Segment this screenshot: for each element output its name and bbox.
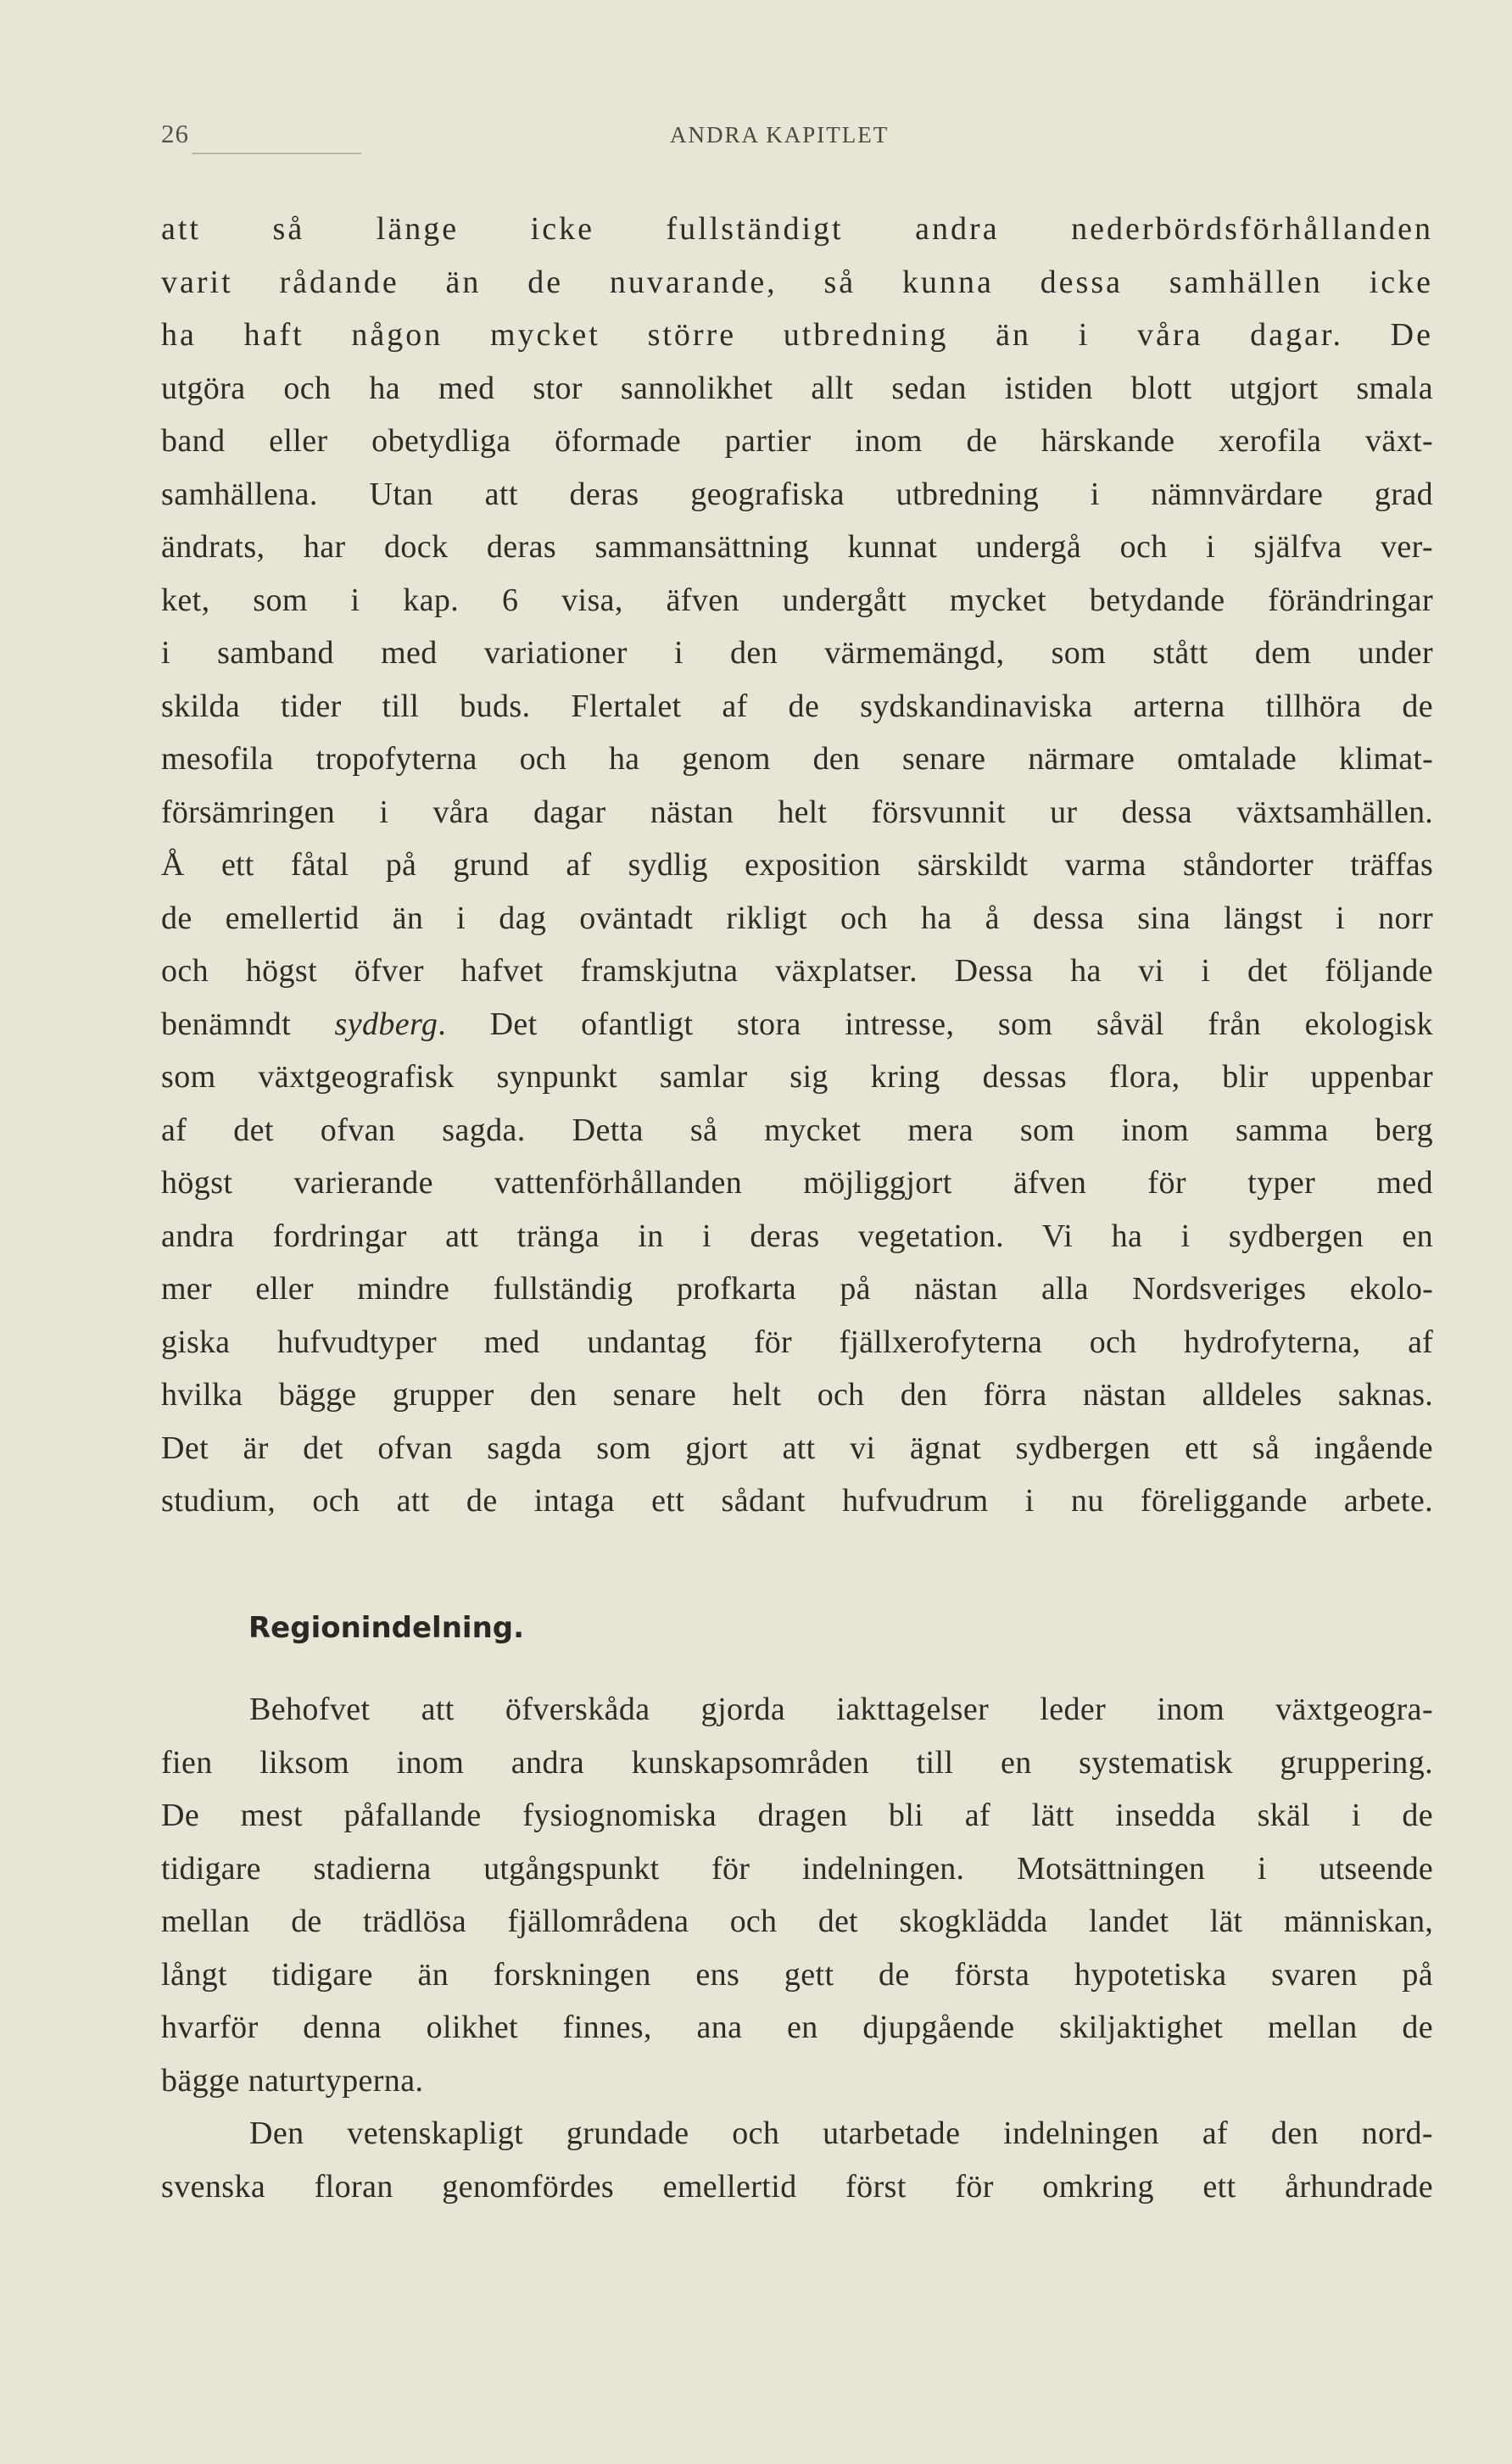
text-line: band eller obetydliga öformade partier inom de härskande xerofila växt- — [161, 423, 1433, 459]
text-line: de emellertid än i dag oväntadt rikligt och ha å dessa sina längst i norr — [161, 900, 1433, 936]
text-line: studium, och att de intaga ett sådant hufvudrum i nu föreliggande arbete. — [161, 1483, 1433, 1519]
text-line: De mest påfallande fysiognomiska dragen bli af lätt insedda skäl i de — [161, 1798, 1433, 1833]
text-line: af det ofvan sagda. Detta så mycket mera som inom samma berg — [161, 1112, 1433, 1148]
text-line: tidigare stadierna utgångspunkt för indelningen. Motsättningen i utseende — [161, 1850, 1433, 1887]
text-line: giska hufvudtyper med undantag för fjällxerofyterna och hydrofyterna, af — [161, 1324, 1433, 1360]
text-line: försämringen i våra dagar nästan helt försvunnit ur dessa växtsamhällen. — [161, 794, 1433, 830]
text-line: hvarför denna olikhet finnes, ana en djupgående skiljaktighet mellan de — [161, 2010, 1433, 2045]
text-line: i samband med variationer i den värmemängd, som stått dem under — [161, 635, 1433, 671]
text-line: att så länge icke fullständigt andra nederbördsförhållanden — [161, 211, 1433, 247]
text-line: Den vetenskapligt grundade och utarbetade indelningen af den nord- — [249, 2116, 1433, 2151]
text-line: ha haft någon mycket större utbredning än i våra dagar. De — [161, 317, 1433, 353]
text-line: skilda tider till buds. Flertalet af de sydskandinaviska arterna tillhöra de — [161, 688, 1433, 724]
text-line: högst varierande vattenförhållanden möjliggjort äfven för typer med — [161, 1165, 1433, 1201]
text-fragment: . Det ofantligt stora intresse, som såväl från ekologisk — [438, 1006, 1433, 1042]
running-head — [161, 119, 1433, 153]
text-line: fien liksom inom andra kunskapsområden till en systematisk gruppering. — [161, 1744, 1433, 1781]
text-line: utgöra och ha med stor sannolikhet allt sedan istiden blott utgjort smala — [161, 370, 1433, 406]
text-line: och högst öfver hafvet framskjutna växplatser. Dessa ha vi i det följande — [161, 953, 1433, 989]
text-line: mer eller mindre fullständig profkarta på nästan alla Nordsveriges ekolo- — [161, 1271, 1433, 1307]
text-line: mesofila tropofyterna och ha genom den senare närmare omtalade klimat- — [161, 741, 1433, 777]
text-line: svenska floran genomfördes emellertid först för omkring ett århundrade — [161, 2168, 1433, 2205]
text-line: Behofvet att öfverskåda gjorda iakttagelser leder inom växtgeogra- — [249, 1692, 1433, 1727]
text-line: bägge naturtyperna. — [161, 2062, 424, 2099]
text-line: ändrats, har dock deras sammansättning kunnat undergå och i själfva ver- — [161, 529, 1433, 565]
text-line: samhällena. Utan att deras geografiska utbredning i nämnvärdare grad — [161, 476, 1433, 512]
text-line: långt tidigare än forskningen ens gett de första hypotetiska svaren på — [161, 1956, 1433, 1993]
text-line: hvilka bägge grupper den senare helt och den förra nästan alldeles saknas. — [161, 1377, 1433, 1413]
italic-term: sydberg — [334, 1006, 438, 1042]
chapter-title: ANDRA KAPITLET — [670, 122, 890, 148]
paragraph-continued — [161, 203, 1433, 1528]
text-line: Det är det ofvan sagda som gjort att vi ägnat sydbergen ett så ingående — [161, 1430, 1433, 1466]
text-line: som växtgeografisk synpunkt samlar sig kring dessas flora, blir uppenbar — [161, 1059, 1433, 1095]
text-line: Å ett fåtal på grund af sydlig exposition särskildt varma ståndorter träffas — [161, 847, 1433, 883]
page-number: 26 — [161, 119, 189, 148]
section-body — [161, 1683, 1433, 2213]
text-line: andra fordringar att tränga in i deras vegetation. Vi ha i sydbergen en — [161, 1218, 1433, 1254]
text-line: ket, som i kap. 6 visa, äfven undergått mycket betydande förändringar — [161, 582, 1433, 618]
text-line: mellan de trädlösa fjällområdena och det skogklädda landet lät människan, — [161, 1904, 1433, 1939]
text-fragment: benämndt — [161, 1006, 335, 1042]
text-line-with-italic — [161, 998, 1433, 1051]
header-rule — [192, 153, 361, 154]
section-heading: Regionindelning. — [248, 1611, 525, 1645]
text-line: varit rådande än de nuvarande, så kunna dessa samhällen icke — [161, 264, 1433, 300]
